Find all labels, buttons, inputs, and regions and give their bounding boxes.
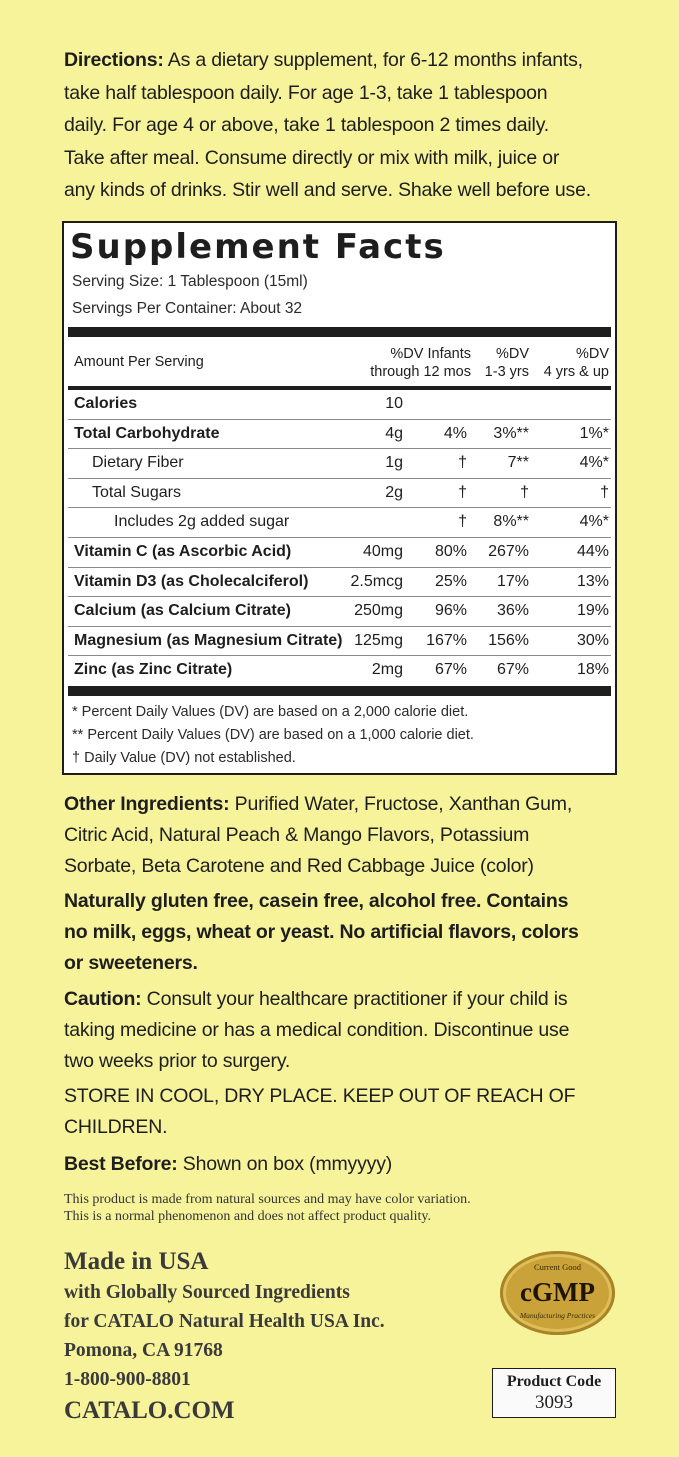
directions-line: Take after meal. Consume directly or mix with milk, juice or [64,146,560,169]
nutrient-amount: 125mg [354,631,403,649]
seal-bottom-text: Manufacturing Practices [519,1311,596,1320]
caution-line: Consult your healthcare practitioner if your child is [141,988,568,1010]
nutrient-name: Includes 2g added sugar [114,513,290,531]
table-row [68,627,611,657]
table-row [68,568,611,598]
dv-infants: 67% [434,661,467,679]
manufacturer-line: Pomona, CA 91768 [64,1340,223,1361]
thick-divider [68,327,611,337]
directions-line: take half tablespoon daily. For age 1-3, take 1 tablespoon [64,81,548,104]
dv-4up: 4%* [579,454,609,472]
dv-infants: 80% [434,542,467,560]
nutrient-amount: 2g [385,483,403,501]
storage-text [64,1081,624,1143]
free-from-statement [64,886,624,979]
dv-4up: 30% [576,631,609,649]
storage-line: CHILDREN. [64,1116,168,1138]
manufacturer-website: CATALO.COM [64,1397,235,1424]
header-dv-1-3-l1: %DV [495,346,529,362]
product-code-box [492,1368,616,1418]
nutrient-name: Vitamin C (as Ascorbic Acid) [74,542,292,560]
thick-divider [68,686,611,696]
dv-1-3: 8%** [493,513,529,531]
serving-size: Serving Size: 1 Tablespoon (15ml) [72,273,308,290]
facts-rows [68,390,611,686]
table-row [68,390,611,420]
table-row [68,449,611,479]
servings-per-container: Servings Per Container: About 32 [72,300,303,317]
facts-header-row [68,342,611,386]
table-row [68,656,611,686]
dv-4up: 44% [576,542,609,560]
directions-text [64,44,624,207]
nutrient-amount: 10 [385,395,403,412]
made-in-title: Made in USA [64,1248,209,1275]
nutrient-name: Dietary Fiber [92,454,184,472]
free-from-line: no milk, eggs, wheat or yeast. No artificial flavors, colors [64,921,579,943]
dv-1-3: 156% [488,631,529,649]
nutrient-amount: 1g [385,454,403,472]
dv-1-3: † [520,483,529,501]
directions-line: As a dietary supplement, for 6-12 months infants, [163,49,583,71]
dv-4up: 4%* [579,513,609,531]
dv-4up: 19% [576,602,609,620]
caution-line: taking medicine or has a medical condition. Discontinue use [64,1019,570,1041]
dv-infants: 25% [434,572,467,590]
dv-1-3: 36% [496,602,529,620]
footnote: ** Percent Daily Values (DV) are based on a 1,000 calorie diet. [72,727,474,743]
dv-infants: 167% [426,631,467,649]
ingredients-line: Citric Acid, Natural Peach & Mango Flavors, Potassium [64,824,530,846]
dv-1-3: 267% [488,542,529,560]
dv-infants: † [458,454,467,472]
nutrient-amount: 2mg [371,661,403,679]
table-row [68,420,611,450]
nutrient-name: Total Carbohydrate [74,424,220,442]
dv-4up: 18% [576,661,609,679]
caution-text [64,984,624,1077]
nutrient-amount: 250mg [354,602,403,620]
footnote: † Daily Value (DV) not established. [72,750,296,766]
directions-line: any kinds of drinks. Stir well and serve. Shake well before use. [64,179,591,201]
table-row [68,479,611,509]
dv-1-3: 67% [496,661,529,679]
header-dv-4up-l2: 4 yrs & up [543,364,609,380]
nutrient-amount: 40mg [362,542,403,560]
manufacturer-block [64,1246,385,1428]
manufacturer-line: with Globally Sourced Ingredients [64,1282,350,1303]
manufacturer-phone: 1-800-900-8801 [64,1369,191,1390]
note-line: This product is made from natural sources and may have color variation. [64,1192,471,1207]
ingredients-line: Sorbate, Beta Carotene and Red Cabbage Juice (color) [64,855,534,877]
nutrient-name: Vitamin D3 (as Cholecalciferol) [74,572,309,590]
cgmp-seal-icon [500,1251,615,1335]
header-dv-infants-l1: %DV Infants [390,346,471,362]
other-ingredients [64,789,624,882]
table-row [68,597,611,627]
manufacturer-line: for CATALO Natural Health USA Inc. [64,1311,385,1332]
other-ingredients-label: Other Ingredients: [64,793,230,815]
best-before-text: Shown on box (mmyyyy) [177,1153,393,1175]
dv-infants: † [458,513,467,531]
storage-line: STORE IN COOL, DRY PLACE. KEEP OUT OF REACH OF [64,1085,576,1107]
directions-line: daily. For age 4 or above, take 1 tablespoon 2 times daily. [64,114,550,136]
nutrient-name: Total Sugars [92,483,181,501]
product-code-value: 3093 [535,1392,573,1413]
dv-1-3: 17% [496,572,529,590]
best-before-label: Best Before: [64,1153,178,1175]
header-dv-1-3-l2: 1-3 yrs [484,364,529,380]
caution-line: two weeks prior to surgery. [64,1050,291,1072]
seal-top-text: Current Good [534,1262,581,1272]
product-code-label: Product Code [506,1373,602,1390]
nutrient-amount: 4g [385,424,403,442]
footnote: * Percent Daily Values (DV) are based on a 2,000 calorie diet. [72,704,469,720]
header-dv-4up [544,345,609,381]
directions-label: Directions: [64,49,164,71]
nutrient-name: Magnesium (as Magnesium Citrate) [74,631,343,649]
nutrient-name: Calories [74,395,138,412]
caution-label: Caution: [64,988,142,1010]
note-line: This is a normal phenomenon and does not affect product quality. [64,1209,432,1224]
header-dv-4up-l1: %DV [575,346,609,362]
free-from-line: Naturally gluten free, casein free, alcohol free. Contains [64,890,569,912]
dv-infants: 4% [443,424,467,442]
free-from-line: or sweeteners. [64,952,198,974]
dv-4up: 1%* [579,424,609,442]
dv-infants: † [458,483,467,501]
header-amount: Amount Per Serving [74,354,204,370]
table-row [68,508,611,538]
nutrient-amount: 2.5mcg [350,572,403,590]
dv-1-3: 7** [507,454,529,472]
product-note [64,1191,471,1225]
dv-4up: 13% [576,572,609,590]
dv-4up: † [600,483,609,501]
header-dv-infants [370,345,471,381]
header-dv-infants-l2: through 12 mos [370,364,471,380]
best-before [64,1149,624,1180]
dv-infants: 96% [434,602,467,620]
nutrient-name: Calcium (as Calcium Citrate) [74,602,291,620]
header-dv-1-3 [485,345,529,381]
table-row [68,538,611,568]
nutrient-name: Zinc (as Zinc Citrate) [74,661,233,679]
facts-title: Supplement Facts [70,227,446,267]
ingredients-line: Purified Water, Fructose, Xanthan Gum, [229,793,573,815]
dv-1-3: 3%** [493,424,529,442]
seal-main-text: cGMP [520,1277,595,1307]
supplement-facts-panel [62,221,617,775]
